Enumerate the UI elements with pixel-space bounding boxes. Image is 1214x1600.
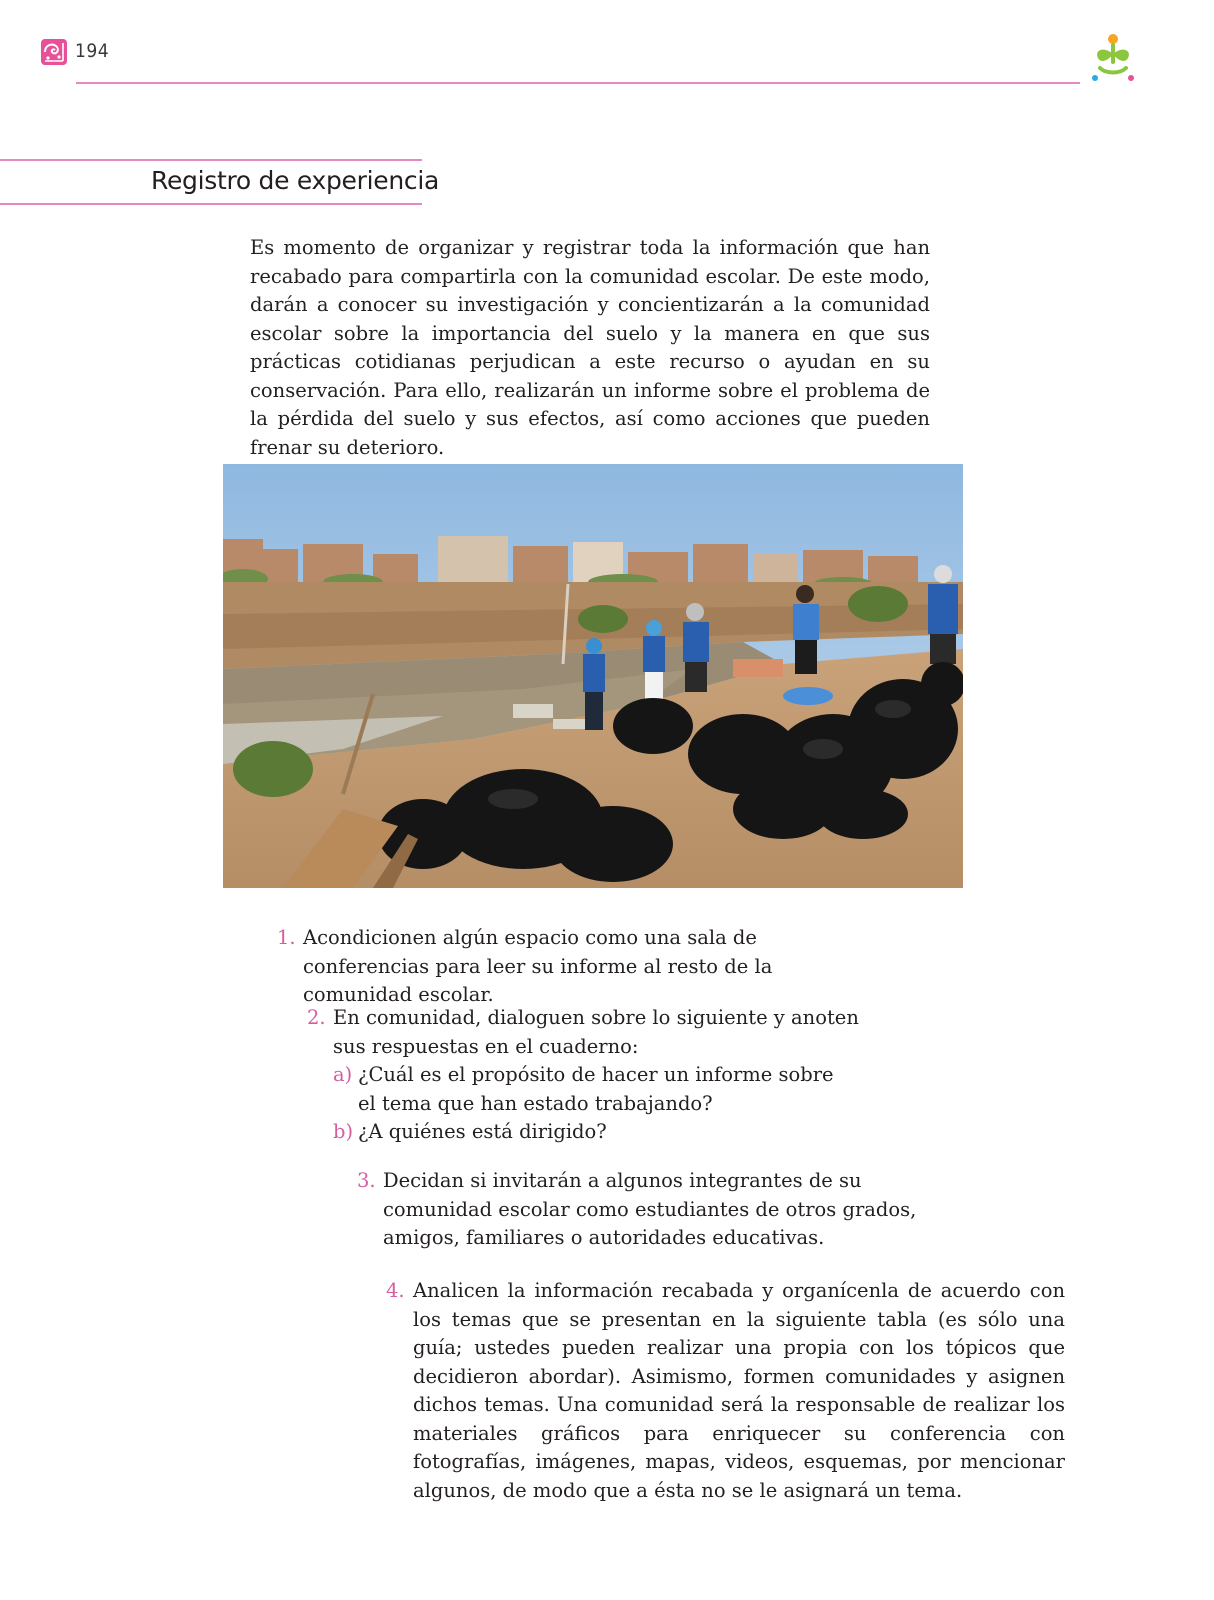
list-item-1 [277,924,877,1010]
section-rule-bottom [0,203,422,205]
list-item-text: Decidan si invitarán a algunos integrantes de su comunidad escolar como estudiantes de otros grados, amigos, familiares o autoridades educativas. [383,1169,917,1249]
sprout-logo-icon [1086,32,1140,86]
list-number: 4. [386,1279,405,1302]
sub-item-letter: a) [333,1063,353,1086]
list-item-text: En comunidad, dialoguen sobre lo siguiente y anoten sus respuestas en el cuaderno: [333,1006,859,1058]
sub-item-a [333,1061,853,1118]
river-cleanup-photo [223,464,963,888]
list-item-text: Analicen la información recabada y organícenla de acuerdo con los temas que se presentan en la siguiente tabla (es sólo una guía; ustedes pueden realizar una propia con los tópicos que decidieron abordar). Asimismo, formen comunidades y asignen dichos temas. Una comunidad será la responsable de realizar los materiales gráficos para enriquecer su conferencia con fotografías, imágenes, mapas, videos, esquemas, por mencionar algunos, de modo que a ésta no se le asignará un tema. [413,1279,1065,1502]
page-number: 194 [75,40,110,62]
list-item-3 [357,1167,922,1253]
intro-paragraph: Es momento de organizar y registrar toda la información que han recabado para compartirla con la comunidad escolar. De este modo, darán a conocer su investigación y concientizarán a la comunidad escolar sobre la importancia del suelo y la manera en que sus prácticas cotidianas perjudican a este recurso o ayudan en su conservación. Para ello, realizarán un informe sobre el problema de la pérdida del suelo y sus efectos, así como acciones que pueden frenar su deterioro. [250,236,930,459]
sub-item-letter: b) [333,1120,354,1143]
sub-item-text: ¿A quiénes está dirigido? [358,1120,607,1143]
section-title: Registro de experiencia [151,166,439,195]
list-number: 1. [277,926,296,949]
sub-item-b [333,1118,853,1147]
list-number: 2. [307,1006,326,1029]
ornament-icon [40,38,68,66]
list-item-text: Acondicionen algún espacio como una sala de conferencias para leer su informe al resto de la comunidad escolar. [303,926,773,1006]
section-rule-top [0,159,422,161]
header-divider [76,82,1080,84]
list-item-4 [386,1277,1065,1505]
list-item-2 [307,1004,867,1147]
list-number: 3. [357,1169,376,1192]
sub-item-text: ¿Cuál es el propósito de hacer un informe sobre el tema que han estado trabajando? [358,1063,834,1115]
